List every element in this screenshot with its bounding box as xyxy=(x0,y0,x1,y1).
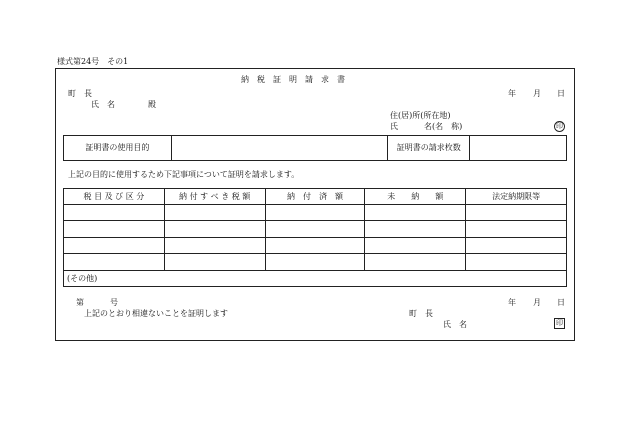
table-cell[interactable] xyxy=(64,254,165,271)
tax-table xyxy=(63,188,567,287)
other-row[interactable]: (その他) xyxy=(64,271,567,287)
mayor-label: 町 長 xyxy=(68,89,92,98)
table-cell[interactable] xyxy=(365,238,466,254)
table-cell[interactable] xyxy=(365,221,466,238)
certificate-number-suffix: 号 xyxy=(110,298,118,307)
applicant-seal-icon: 印 xyxy=(556,122,563,130)
table-cell[interactable] xyxy=(64,205,165,221)
table-cell[interactable] xyxy=(64,221,165,238)
certificate-date-day: 日 xyxy=(557,298,565,307)
table-cell[interactable] xyxy=(365,205,466,221)
table-cell[interactable] xyxy=(164,238,265,254)
table-cell[interactable] xyxy=(466,254,567,271)
official-seal-icon: 印 xyxy=(556,319,563,327)
table-cell[interactable] xyxy=(265,254,365,271)
table-row xyxy=(64,221,567,238)
table-cell[interactable] xyxy=(466,238,567,254)
table-cell[interactable] xyxy=(365,254,466,271)
header-deadline: 法定納期限等 xyxy=(466,189,567,205)
count-label: 証明書の請求枚数 xyxy=(388,136,470,161)
header-amount-unpaid: 未 納 額 xyxy=(365,189,466,205)
table-cell[interactable] xyxy=(466,221,567,238)
table-cell[interactable] xyxy=(164,221,265,238)
table-cell[interactable] xyxy=(466,205,567,221)
table-cell[interactable] xyxy=(265,238,365,254)
certificate-date-year: 年 xyxy=(508,298,516,307)
address-label: 住(居)所(所在地) xyxy=(390,111,451,120)
header-date-day: 日 xyxy=(557,89,565,98)
header-amount-paid: 納 付 済 額 xyxy=(265,189,365,205)
header-date-month: 月 xyxy=(533,89,541,98)
certificate-number-prefix: 第 xyxy=(76,298,84,307)
header-tax-category: 税 目 及 び 区 分 xyxy=(64,189,165,205)
table-cell[interactable] xyxy=(265,221,365,238)
purpose-table xyxy=(63,135,567,161)
certificate-statement: 上記のとおり相違ないことを証明します xyxy=(84,309,228,318)
purpose-label: 証明書の使用目的 xyxy=(64,136,172,161)
form-number: 様式第24号 その1 xyxy=(57,57,129,66)
table-cell[interactable] xyxy=(164,205,265,221)
page-title: 納 税 証 明 請 求 書 xyxy=(241,75,345,84)
recipient-name-label: 氏 名 xyxy=(91,100,115,109)
table-row xyxy=(64,205,567,221)
honorific: 殿 xyxy=(148,100,156,109)
table-row xyxy=(64,254,567,271)
applicant-name-label-1: 氏 xyxy=(390,122,398,131)
purpose-field[interactable] xyxy=(171,136,388,161)
certificate-date-month: 月 xyxy=(533,298,541,307)
table-cell[interactable] xyxy=(265,205,365,221)
count-field[interactable] xyxy=(470,136,567,161)
table-cell[interactable] xyxy=(164,254,265,271)
request-sentence: 上記の目的に使用するため下記事項について証明を請求します。 xyxy=(68,170,300,179)
certificate-mayor-label: 町 長 xyxy=(409,309,433,318)
table-row xyxy=(64,238,567,254)
header-amount-due: 納 付 す べ き 税 額 xyxy=(164,189,265,205)
certificate-name-label: 氏 名 xyxy=(443,320,467,329)
table-cell[interactable] xyxy=(64,238,165,254)
applicant-name-label-2: 名(名 称) xyxy=(424,122,463,131)
header-date-year: 年 xyxy=(508,89,516,98)
